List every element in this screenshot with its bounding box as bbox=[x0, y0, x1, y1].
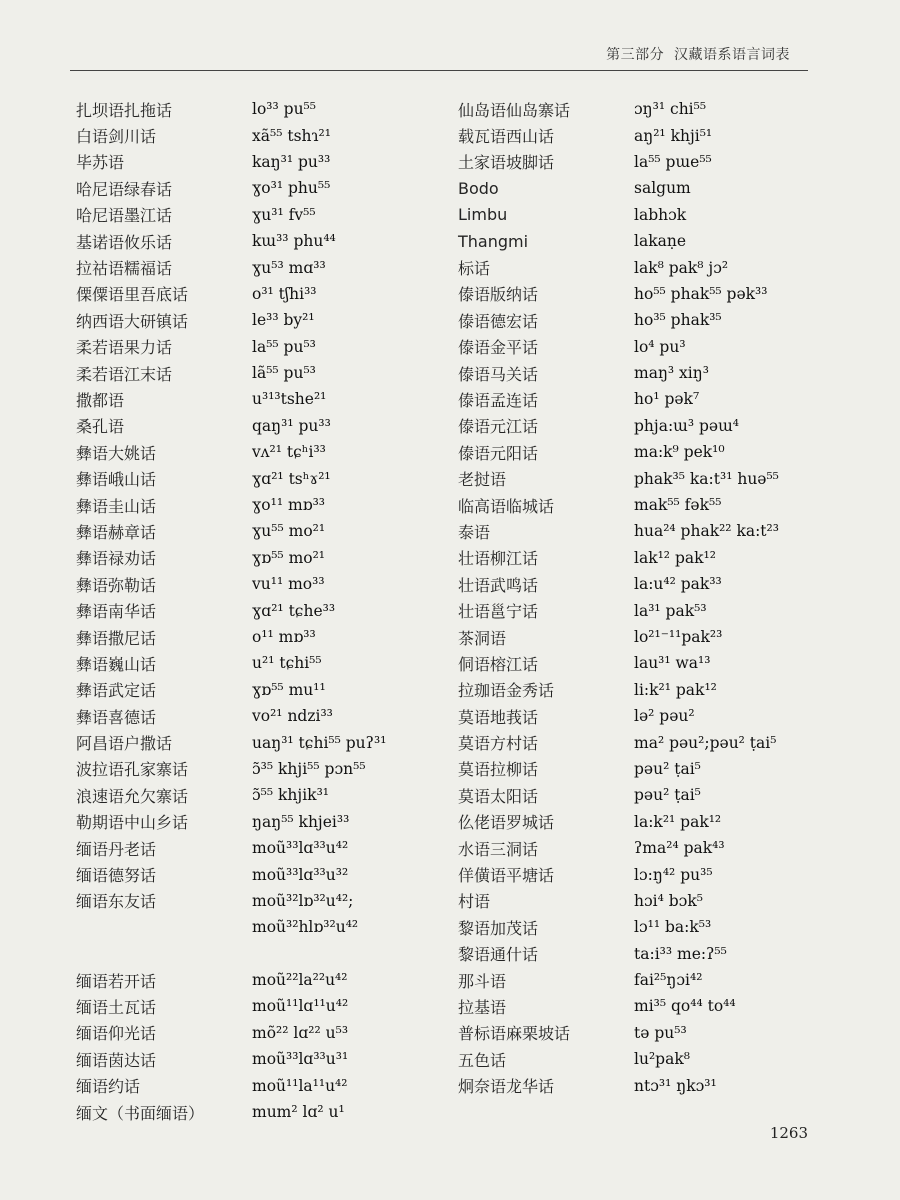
word-form: moũ²²la²²u⁴² bbox=[252, 971, 348, 990]
list-item bbox=[76, 175, 386, 201]
language-name: 彝语禄劝话 bbox=[76, 549, 157, 569]
word-form: u²¹ tɕhi⁵⁵ bbox=[252, 654, 322, 673]
language-name: 土家语坡脚话 bbox=[458, 153, 555, 173]
language-name: 侗语榕江话 bbox=[458, 654, 539, 674]
word-form: mi³⁵ qo⁴⁴ to⁴⁴ bbox=[634, 997, 736, 1016]
list-item bbox=[76, 334, 386, 360]
list-item bbox=[76, 756, 386, 782]
list-item bbox=[458, 967, 779, 993]
word-form: la:k²¹ pak¹² bbox=[634, 812, 722, 831]
language-name: 哈尼语墨江话 bbox=[76, 206, 173, 226]
language-name: 傣语马关话 bbox=[458, 364, 539, 384]
list-item bbox=[458, 597, 779, 623]
list-item bbox=[76, 518, 386, 544]
word-form: lakaṇe bbox=[634, 232, 686, 251]
word-form: o¹¹ mɒ³³ bbox=[252, 628, 316, 646]
list-item bbox=[458, 1020, 779, 1046]
word-form: ɣɒ⁵⁵ mo²¹ bbox=[252, 548, 326, 567]
word-form: vo²¹ ndzi³³ bbox=[252, 707, 333, 726]
word-form: moũ³³lɑ³³u³¹ bbox=[252, 1050, 349, 1069]
word-form: moũ³²lɒ³²u⁴²; bbox=[252, 891, 354, 910]
list-item bbox=[76, 439, 386, 465]
language-name: 标话 bbox=[458, 259, 491, 279]
language-name: 黎语通什话 bbox=[458, 945, 539, 965]
word-form: lu²pak⁸ bbox=[634, 1050, 690, 1069]
list-item bbox=[458, 202, 779, 228]
language-name: 拉基语 bbox=[458, 997, 507, 1017]
language-name: Bodo bbox=[458, 178, 499, 198]
language-name: 阿昌语户撒话 bbox=[76, 734, 173, 754]
language-name: 泰语 bbox=[458, 522, 491, 542]
word-form: lak¹² pak¹² bbox=[634, 548, 716, 567]
list-item bbox=[458, 307, 779, 333]
word-form: ɔŋ³¹ chi⁵⁵ bbox=[634, 100, 707, 119]
list-item bbox=[458, 281, 779, 307]
word-form: lo³³ pu⁵⁵ bbox=[252, 100, 316, 119]
list-item bbox=[76, 281, 386, 307]
word-form: ɔ̃⁵⁵ khjik³¹ bbox=[252, 786, 329, 805]
language-name: 拉珈语金秀话 bbox=[458, 681, 555, 701]
word-form: li:k²¹ pak¹² bbox=[634, 680, 717, 699]
list-item bbox=[76, 888, 386, 914]
language-name: 傣语元江话 bbox=[458, 417, 539, 437]
list-item bbox=[76, 492, 386, 518]
word-form: u³¹³tshe²¹ bbox=[252, 390, 327, 409]
language-name: 水语三洞话 bbox=[458, 839, 539, 859]
word-form: le³³ by²¹ bbox=[252, 311, 315, 330]
language-name: 缅语茵达话 bbox=[76, 1050, 157, 1070]
list-item bbox=[458, 360, 779, 386]
word-form: tə pu⁵³ bbox=[634, 1023, 687, 1042]
list-item bbox=[76, 149, 386, 175]
language-name: 柔若语江末话 bbox=[76, 364, 173, 384]
language-name: 彝语峨山话 bbox=[76, 470, 157, 490]
language-name: 傣语孟连话 bbox=[458, 390, 539, 410]
language-name: 傣语元阳话 bbox=[458, 443, 539, 463]
list-item bbox=[458, 993, 779, 1019]
list-item bbox=[458, 122, 779, 148]
language-name: 缅语东友话 bbox=[76, 892, 157, 912]
word-form: vu¹¹ mo³³ bbox=[252, 575, 325, 594]
language-name: 勒期语中山乡话 bbox=[76, 813, 189, 833]
language-name: 缅语仰光话 bbox=[76, 1024, 157, 1044]
language-name: 缅语约话 bbox=[76, 1077, 141, 1097]
language-name: 缅语土瓦话 bbox=[76, 997, 157, 1017]
language-name: 撒都语 bbox=[76, 390, 125, 410]
word-form: lɔ¹¹ ba:k⁵³ bbox=[634, 918, 712, 937]
language-name: 波拉语孔家寨话 bbox=[76, 760, 189, 780]
word-form: uaŋ³¹ tɕhi⁵⁵ puʔ³¹ bbox=[252, 733, 387, 752]
list-item bbox=[76, 809, 386, 835]
word-form: ɔ̃³⁵ khji⁵⁵ pɔn⁵⁵ bbox=[252, 759, 366, 778]
list-item bbox=[458, 941, 779, 967]
language-name: 彝语大姚话 bbox=[76, 443, 157, 463]
language-name: 五色话 bbox=[458, 1050, 507, 1070]
list-item bbox=[76, 703, 386, 729]
language-name: 彝语弥勒话 bbox=[76, 575, 157, 595]
language-name: 彝语赫章话 bbox=[76, 522, 157, 542]
language-name: 浪速语允欠寨话 bbox=[76, 786, 189, 806]
language-name: 那斗语 bbox=[458, 971, 507, 991]
language-name: 莫语拉柳话 bbox=[458, 760, 539, 780]
word-form: moũ¹¹lɑ¹¹u⁴² bbox=[252, 997, 349, 1016]
list-item bbox=[76, 307, 386, 333]
word-form: ɣo¹¹ mɒ³³ bbox=[252, 496, 326, 515]
word-form: ntɔ³¹ ŋkɔ³¹ bbox=[634, 1076, 717, 1095]
list-item bbox=[76, 1046, 386, 1072]
language-name: 老挝语 bbox=[458, 470, 507, 490]
word-form: lɔ:ŋ⁴² pu³⁵ bbox=[634, 865, 713, 884]
language-name: 基诺语攸乐话 bbox=[76, 232, 173, 252]
language-name: 拉祜语糯福话 bbox=[76, 259, 173, 279]
list-item bbox=[458, 96, 779, 122]
list-item bbox=[458, 914, 779, 940]
word-form: aŋ²¹ khji⁵¹ bbox=[634, 126, 713, 145]
word-form: la³¹ pak⁵³ bbox=[634, 601, 707, 620]
word-form: ɣo³¹ phu⁵⁵ bbox=[252, 179, 331, 198]
list-item bbox=[458, 228, 779, 254]
language-name: 壮语武鸣话 bbox=[458, 575, 539, 595]
list-item bbox=[458, 518, 779, 544]
list-item bbox=[458, 413, 779, 439]
language-name: 莫语太阳话 bbox=[458, 786, 539, 806]
language-name: 纳西语大研镇话 bbox=[76, 311, 189, 331]
header-part: 第三部分 bbox=[606, 47, 665, 63]
language-name: 白语剑川话 bbox=[76, 127, 157, 147]
left-word-list bbox=[76, 96, 386, 1125]
language-name: 傣语版纳话 bbox=[458, 285, 539, 305]
list-item bbox=[458, 782, 779, 808]
language-name: 仫佬语罗城话 bbox=[458, 813, 555, 833]
list-item bbox=[76, 993, 386, 1019]
language-name: 扎坝语扎拖话 bbox=[76, 100, 173, 120]
word-form: ɣu⁵⁵ mo²¹ bbox=[252, 522, 326, 541]
list-item bbox=[76, 228, 386, 254]
language-name: 壮语柳江话 bbox=[458, 549, 539, 569]
list-item bbox=[458, 149, 779, 175]
language-name: 壮语邕宁话 bbox=[458, 602, 539, 622]
list-item bbox=[76, 96, 386, 122]
list-item bbox=[458, 334, 779, 360]
word-form: lau³¹ wa¹³ bbox=[634, 654, 711, 673]
word-form: ho³⁵ phak³⁵ bbox=[634, 311, 722, 330]
language-name: 炯奈语龙华话 bbox=[458, 1077, 555, 1097]
list-item bbox=[76, 1020, 386, 1046]
language-name: Limbu bbox=[458, 205, 508, 225]
language-name: 缅文（书面缅语） bbox=[76, 1103, 205, 1123]
language-name: 临高语临城话 bbox=[458, 496, 555, 516]
language-name: 傈僳语里吾底话 bbox=[76, 285, 189, 305]
list-item bbox=[76, 597, 386, 623]
list-item bbox=[458, 650, 779, 676]
word-form: lo²¹⁻¹¹pak²³ bbox=[634, 628, 723, 646]
word-form: lo⁴ pu³ bbox=[634, 337, 686, 356]
language-name: 载瓦语西山话 bbox=[458, 127, 555, 147]
word-form: moũ³²hlɒ³²u⁴² bbox=[252, 918, 359, 937]
list-item bbox=[458, 439, 779, 465]
word-form: salgum bbox=[634, 179, 691, 198]
list-item bbox=[458, 545, 779, 571]
word-form: kaŋ³¹ pu³³ bbox=[252, 152, 331, 171]
word-form: phak³⁵ ka:t³¹ huə⁵⁵ bbox=[634, 469, 779, 488]
list-item bbox=[76, 1072, 386, 1098]
list-item bbox=[76, 782, 386, 808]
word-form: xã⁵⁵ tshɿ²¹ bbox=[252, 126, 331, 145]
list-item bbox=[458, 571, 779, 597]
list-item bbox=[76, 677, 386, 703]
word-form: la⁵⁵ pu⁵³ bbox=[252, 337, 316, 356]
word-form: hua²⁴ phak²² ka:t²³ bbox=[634, 522, 779, 541]
list-item bbox=[458, 386, 779, 412]
list-item bbox=[458, 861, 779, 887]
list-item bbox=[76, 1099, 386, 1125]
word-form: la⁵⁵ pɯe⁵⁵ bbox=[634, 152, 712, 171]
language-name: Thangmi bbox=[458, 231, 529, 251]
language-name: 缅语德努话 bbox=[76, 866, 157, 886]
list-item bbox=[76, 386, 386, 412]
word-form: ho¹ pək⁷ bbox=[634, 390, 700, 409]
language-name: 桑孔语 bbox=[76, 417, 125, 437]
list-item bbox=[76, 122, 386, 148]
language-name: 哈尼语绿春话 bbox=[76, 179, 173, 199]
word-form: ɣu³¹ fv⁵⁵ bbox=[252, 205, 316, 224]
language-name: 莫语方村话 bbox=[458, 734, 539, 754]
header-title: 汉藏语系语言词表 bbox=[674, 47, 790, 63]
language-name: 彝语喜德话 bbox=[76, 707, 157, 727]
list-item bbox=[76, 967, 386, 993]
word-form: ho⁵⁵ phak⁵⁵ pək³³ bbox=[634, 284, 768, 303]
list-item bbox=[76, 413, 386, 439]
language-name: 茶洞语 bbox=[458, 628, 507, 648]
word-form: fai²⁵ŋɔi⁴² bbox=[634, 971, 703, 990]
list-item bbox=[458, 1046, 779, 1072]
list-item bbox=[76, 202, 386, 228]
list-item bbox=[458, 1072, 779, 1098]
language-name: 彝语武定话 bbox=[76, 681, 157, 701]
list-item bbox=[458, 703, 779, 729]
word-form: ma:k⁹ pek¹⁰ bbox=[634, 443, 725, 462]
language-name: 莫语地莪话 bbox=[458, 707, 539, 727]
list-item bbox=[458, 175, 779, 201]
word-form: phja:ɯ³ pəɯ⁴ bbox=[634, 416, 740, 435]
language-name: 彝语巍山话 bbox=[76, 654, 157, 674]
page-number: 1263 bbox=[769, 1124, 808, 1142]
word-form: ɣɑ²¹ tɕhe³³ bbox=[252, 601, 336, 620]
language-name: 村语 bbox=[458, 892, 491, 912]
word-form: lə² pəu² bbox=[634, 707, 695, 726]
language-name: 仙岛语仙岛寨话 bbox=[458, 100, 571, 120]
word-form: ma² pəu²;pəu² ṭai⁵ bbox=[634, 733, 777, 752]
list-item bbox=[76, 861, 386, 887]
language-name: 傣语金平话 bbox=[458, 338, 539, 358]
word-form: mak⁵⁵ fək⁵⁵ bbox=[634, 496, 722, 515]
word-form: moũ³³lɑ³³u⁴² bbox=[252, 839, 349, 858]
language-name: 彝语南华话 bbox=[76, 602, 157, 622]
list-item bbox=[458, 492, 779, 518]
word-form: ɣu⁵³ mɑ³³ bbox=[252, 258, 326, 277]
word-form: pəu² ṭai⁵ bbox=[634, 759, 701, 778]
list-item bbox=[458, 729, 779, 755]
word-form: ʔma²⁴ pak⁴³ bbox=[634, 839, 725, 858]
list-item bbox=[458, 254, 779, 280]
word-form: qaŋ³¹ pu³³ bbox=[252, 416, 331, 435]
language-name: 佯僙语平塘话 bbox=[458, 866, 555, 886]
running-header bbox=[606, 44, 790, 64]
language-name: 缅语若开话 bbox=[76, 971, 157, 991]
word-form: ɣɑ²¹ tsʰɤ²¹ bbox=[252, 469, 331, 488]
word-form: la:u⁴² pak³³ bbox=[634, 575, 722, 594]
list-item bbox=[458, 677, 779, 703]
word-form: lã⁵⁵ pu⁵³ bbox=[252, 364, 316, 383]
list-item bbox=[76, 914, 386, 940]
word-form: o³¹ tʃhi³³ bbox=[252, 284, 317, 303]
language-name: 彝语圭山话 bbox=[76, 496, 157, 516]
word-form: vʌ²¹ tɕʰi³³ bbox=[252, 443, 326, 462]
word-form: mum² lɑ² u¹ bbox=[252, 1103, 345, 1122]
list-item bbox=[76, 465, 386, 491]
word-form: ɣɒ⁵⁵ mu¹¹ bbox=[252, 680, 326, 699]
word-form: pəu² ṭai⁵ bbox=[634, 786, 701, 805]
language-name: 缅语丹老话 bbox=[76, 839, 157, 859]
list-item bbox=[76, 650, 386, 676]
word-form: maŋ³ xiŋ³ bbox=[634, 364, 709, 383]
list-item bbox=[458, 835, 779, 861]
list-item bbox=[76, 571, 386, 597]
header-rule bbox=[70, 70, 808, 71]
word-form: kɯ³³ phu⁴⁴ bbox=[252, 232, 336, 251]
word-form: moũ³³lɑ³³u³² bbox=[252, 865, 349, 884]
list-item bbox=[76, 545, 386, 571]
word-form: hɔi⁴ bɔk⁵ bbox=[634, 891, 703, 910]
list-item bbox=[458, 809, 779, 835]
list-item bbox=[458, 888, 779, 914]
list-item bbox=[76, 941, 386, 967]
language-name: 柔若语果力话 bbox=[76, 338, 173, 358]
word-form: ŋaŋ⁵⁵ khjei³³ bbox=[252, 812, 350, 831]
list-item bbox=[458, 465, 779, 491]
language-name: 毕苏语 bbox=[76, 153, 125, 173]
word-form: mõ²² lɑ²² u⁵³ bbox=[252, 1023, 349, 1042]
list-item bbox=[76, 835, 386, 861]
list-item bbox=[76, 624, 386, 650]
list-item bbox=[458, 756, 779, 782]
right-word-list bbox=[458, 96, 779, 1099]
language-name: 傣语德宏话 bbox=[458, 311, 539, 331]
language-name: 普标语麻栗坡话 bbox=[458, 1024, 571, 1044]
word-form: ta:i³³ me:ʔ⁵⁵ bbox=[634, 944, 727, 963]
language-name: 彝语撒尼话 bbox=[76, 628, 157, 648]
word-form: labhɔk bbox=[634, 205, 687, 224]
list-item bbox=[76, 360, 386, 386]
word-form: lak⁸ pak⁸ jɔ² bbox=[634, 258, 729, 277]
word-form: moũ¹¹la¹¹u⁴² bbox=[252, 1076, 348, 1095]
list-item bbox=[76, 729, 386, 755]
language-name: 黎语加茂话 bbox=[458, 918, 539, 938]
list-item bbox=[458, 624, 779, 650]
list-item bbox=[76, 254, 386, 280]
